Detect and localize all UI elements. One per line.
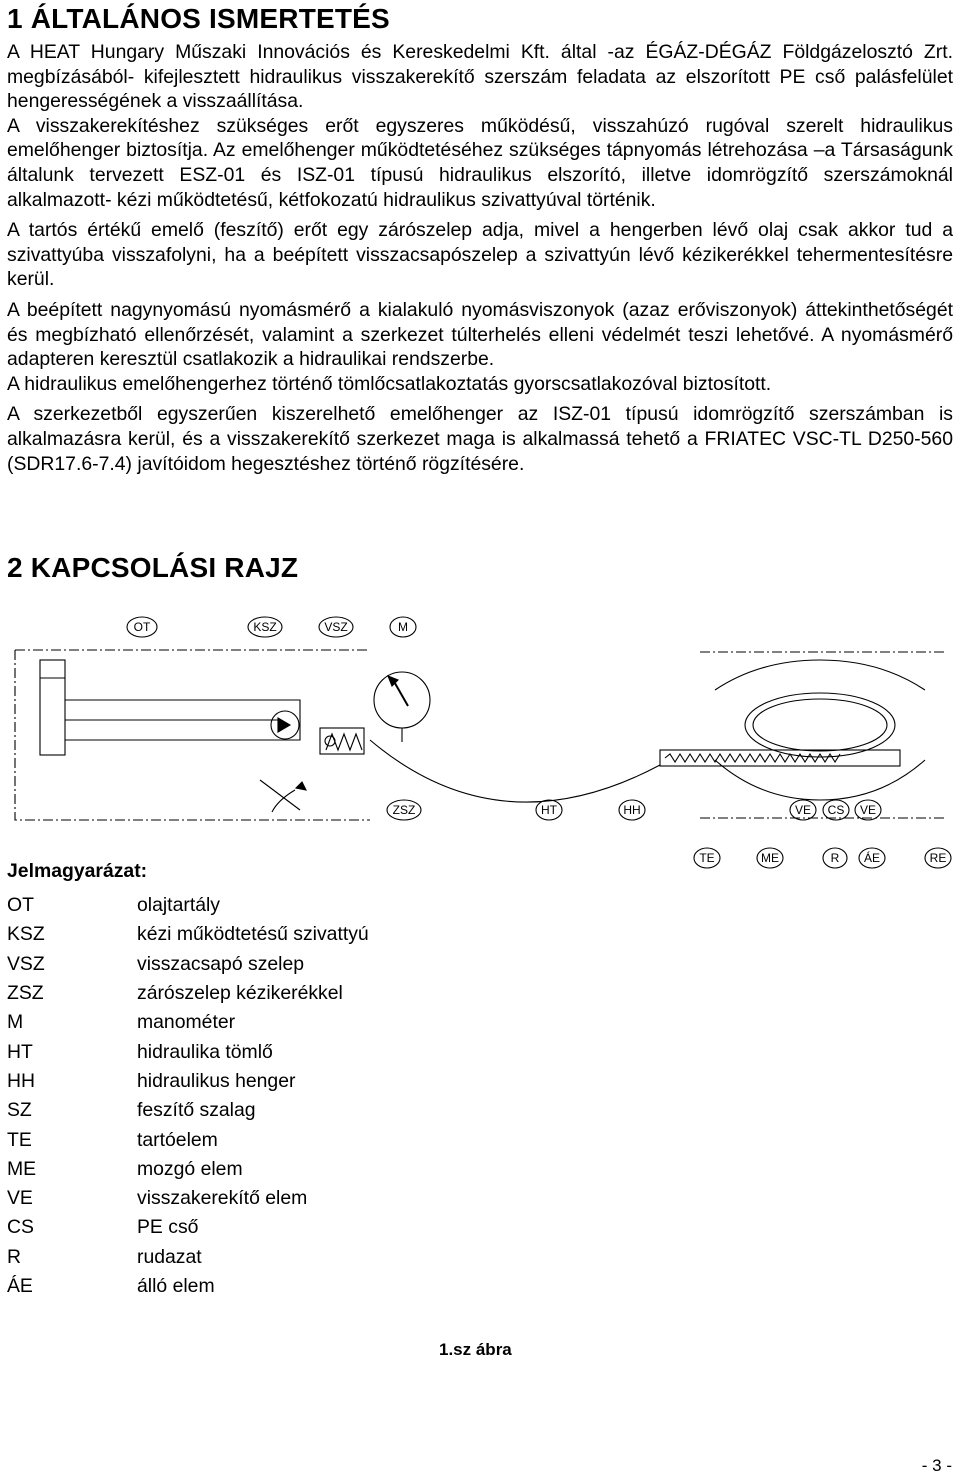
legend-desc: álló elem [137, 1275, 215, 1297]
label-ot: OT [133, 620, 151, 634]
label-ve-2: VE [859, 803, 877, 817]
label-vsz: VSZ [324, 620, 348, 634]
legend-item [7, 1272, 369, 1301]
legend-code: KSZ [7, 923, 45, 946]
label-m: M [398, 620, 408, 634]
legend-desc: tartóelem [137, 1128, 218, 1151]
legend-item [7, 891, 369, 920]
legend-code: R [7, 1245, 22, 1268]
label-hh: HH [623, 803, 641, 817]
label-cs: CS [827, 803, 845, 817]
label-te: TE [699, 851, 715, 865]
label-ksz: KSZ [253, 620, 277, 634]
figure-caption: 1.sz ábra [439, 1340, 512, 1359]
legend-desc: kézi működtetésű szivattyú [137, 923, 369, 946]
legend-item [7, 950, 369, 979]
legend-item [7, 1213, 369, 1242]
legend-code: HH [7, 1069, 36, 1092]
legend-code: VSZ [7, 952, 45, 975]
legend-list [7, 891, 369, 1301]
paragraph-2: A visszakerekítéshez szükséges erőt egyszeres működésű, visszahúzó rugóval szerelt hidraulikus emelőhenger biztosítja. Az emelőhenger működtetéséhez szükséges tápnyomás létrehozása –a Társaságunk általunk tervezett ESZ-01 és ISZ-01 típusú hidraulikus elszorító, illetve idomrögzítő szerszámoknál alkalmazott- kézi működtetésű, kétfokozatú hidraulikus szivattyúval történik. [7, 114, 953, 211]
legend-code: M [7, 1011, 24, 1034]
page-number: - 3 - [921, 1456, 952, 1475]
manometer-symbol [374, 672, 430, 728]
label-zsz: ZSZ [392, 803, 416, 817]
legend-code: ZSZ [7, 982, 44, 1005]
legend-item [7, 920, 369, 949]
legend-desc: hidraulikus henger [137, 1069, 296, 1092]
paragraph-3: A tartós értékű emelő (feszítő) erőt egy zárószelep adja, mivel a hengerben lévő olaj csak akkor tud a szivattyúba visszafolyni, ha a beépített visszacsapószelep a szivattyún lévő kézikerékkel tehermentesítésre kerül. [7, 219, 953, 291]
legend-item [7, 1125, 369, 1154]
hose-line [370, 740, 660, 802]
legend-desc: olajtartály [137, 894, 220, 917]
legend-item [7, 1096, 369, 1125]
legend-item [7, 1008, 369, 1037]
section2-heading: 2 KAPCSOLÁSI RAJZ [7, 552, 299, 583]
legend-desc: PE cső [137, 1216, 199, 1239]
pe-pipe-symbol [745, 693, 895, 757]
legend-code: ME [7, 1157, 37, 1180]
label-r: R [830, 851, 840, 865]
legend-code: OT [7, 894, 34, 917]
label-ve-1: VE [794, 803, 812, 817]
label-me: ME [761, 851, 779, 865]
paragraph-4: A beépített nagynyomású nyomásmérő a kialakuló nyomásviszonyok (azaz erőviszonyok) áttekinthetőségét és megbízható ellenőrzését, valamint a szerkezet túlterhelés elleni védelmét teszi lehetővé. A nyomásmérő adapteren keresztül csatlakozik a hidraulikai rendszerbe. [7, 298, 953, 371]
label-re: RE [929, 851, 947, 865]
legend-desc: zárószelep kézikerékkel [137, 982, 343, 1005]
legend-code: TE [7, 1128, 32, 1151]
legend-desc: rudazat [137, 1245, 202, 1268]
legend-desc: visszakerekítő elem [137, 1187, 308, 1210]
legend-item [7, 1155, 369, 1184]
circuit-diagram [0, 600, 960, 880]
legend-desc: mozgó elem [137, 1157, 243, 1180]
paragraph-6: A szerkezetből egyszerűen kiszerelhető emelőhenger az ISZ-01 típusú idomrögzítő szerszámban is alkalmazásra kerül, és a visszakerekítő szerkezet maga is alkalmassá tehető a FRIATEC VSC-TL D250-560 (SDR17.6-7.4) javítóidom hegesztéshez történő rögzítésére. [7, 403, 953, 475]
legend-item [7, 1243, 369, 1272]
label-ht: HT [541, 803, 557, 817]
legend-item [7, 1184, 369, 1213]
label-ae: ÁE [863, 851, 881, 865]
shutoff-valve-symbol [260, 780, 300, 812]
legend-desc: hidraulika tömlő [137, 1040, 273, 1063]
legend-item [7, 1067, 369, 1096]
legend-item [7, 979, 369, 1008]
legend-desc: manométer [137, 1011, 236, 1034]
paragraph-1: A HEAT Hungary Műszaki Innovációs és Kereskedelmi Kft. által -az ÉGÁZ-DÉGÁZ Földgázelosztó Zrt. megbízásából- kifejlesztett hidraulikus visszakerekítő szerszám feladata az elszorított PE cső palásfelület hengerességének a visszaállítása. [7, 41, 953, 113]
check-valve-symbol [320, 728, 364, 754]
legend-desc: visszacsapó szelep [137, 952, 305, 975]
paragraph-5: A hidraulikus emelőhengerhez történő tömlőcsatlakoztatás gyorscsatlakozóval biztosított. [7, 372, 772, 395]
pump-unit-frame [15, 650, 370, 820]
legend-desc: feszítő szalag [137, 1099, 256, 1122]
legend-code: ÁE [7, 1275, 33, 1297]
legend-code: HT [7, 1040, 33, 1063]
legend-code: VE [7, 1187, 33, 1210]
legend-code: SZ [7, 1099, 32, 1122]
section1-body [7, 40, 953, 482]
legend-item [7, 1037, 369, 1066]
legend-title: Jelmagyarázat: [7, 860, 148, 882]
oil-tank-symbol [40, 660, 65, 755]
legend-code: CS [7, 1216, 34, 1239]
section1-heading: 1 ÁLTALÁNOS ISMERTETÉS [7, 3, 390, 34]
